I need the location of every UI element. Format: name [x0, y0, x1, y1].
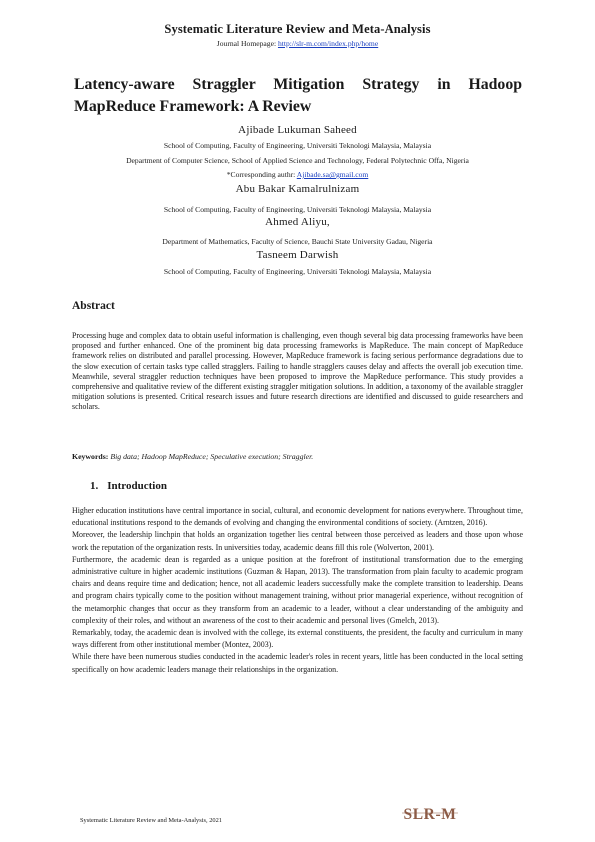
author-1-affiliation-1: School of Computing, Faculty of Engineering, Universiti Teknologi Malaysia, Malaysia	[163, 141, 432, 150]
abstract-heading: Abstract	[72, 300, 115, 312]
author-name-1: Ajibade Lukuman Saheed	[238, 124, 357, 136]
intro-paragraph-3: Furthermore, the academic dean is regarded as a unique position at the forefront of institutional transformation due to the emerging administrative culture in higher academic institutions (Guzman & Hapan, 2013). The transformation from plain faculty to academic program chairs and deans require time and dedication; hence, not all academic leaders successfully make the complete transition to leadership. Deans and program chairs typically come to the position without management training, without prior managerial experience, without recognition of the metamorphic changes that occur as they transform from an academic to a leader, without a clear understanding of the ambiguity and complexity of their roles, and without an awareness of the cost to their academic and personal lives (Gmelch, 2013).	[72, 554, 523, 625]
corresponding-email-link[interactable]: Ajibade.sa@gmail.com	[296, 170, 369, 179]
keywords-text: Big data; Hadoop MapReduce; Speculative execution; Straggler.	[110, 452, 314, 461]
footer-text: Systematic Literature Review and Meta-Analysis, 2021	[80, 817, 222, 824]
journal-logo-text: SLR-M	[403, 806, 457, 823]
section-number: 1.	[90, 480, 99, 492]
journal-homepage-link[interactable]: http://slr-m.com/index.php/home	[277, 39, 379, 48]
author-3-affiliation-1: Department of Mathematics, Faculty of Science, Bauchi State University Gadau, Nigeria	[162, 237, 433, 246]
journal-logo	[400, 802, 460, 826]
intro-paragraph-4: Remarkably, today, the academic dean is involved with the college, its external constituents, the president, the faculty and curriculum in many ways different from other institutional member (Montez, 2003).	[72, 628, 523, 650]
journal-title: Systematic Literature Review and Meta-Analysis	[164, 22, 431, 36]
keywords-label: Keywords:	[72, 452, 109, 461]
corresponding-author	[0, 170, 595, 179]
intro-body	[72, 505, 523, 676]
journal-homepage-label: Journal Homepage:	[216, 39, 278, 48]
author-name-3: Ahmed Aliyu,	[265, 216, 330, 228]
author-name-2: Abu Bakar Kamalrulnizam	[235, 183, 360, 195]
intro-paragraph-1: Higher education institutions have central importance in social, cultural, and economic development for nations everywhere. Throughout time, educational institutions respond to the demands of evolving and changing the environmental conditions of society. (Arntzen, 2016).	[72, 506, 523, 528]
intro-paragraph-2: Moreover, the leadership linchpin that holds an organization together lies central between those perceived as leaders and those upon whose work the reputation of the organization rests. In universities today, academic deans fill this role (Wolverton, 2001).	[72, 530, 523, 552]
section-heading	[90, 480, 167, 492]
journal-homepage	[0, 39, 595, 48]
author-2-affiliation-1: School of Computing, Faculty of Engineering, Universiti Teknologi Malaysia, Malaysia	[163, 205, 432, 214]
paper-title: Latency-aware Straggler Mitigation Strategy in Hadoop MapReduce Framework: A Review	[74, 76, 522, 115]
intro-paragraph-5: While there have been numerous studies conducted in the academic leader's roles in recent years, little has been conducted in the local setting specifically on how academic leaders manage their relationships in the organization.	[72, 652, 523, 674]
author-4-affiliation-1: School of Computing, Faculty of Engineering, Universiti Teknologi Malaysia, Malaysia	[163, 267, 432, 276]
keywords-line	[72, 452, 313, 461]
section-title: Introduction	[107, 480, 167, 492]
author-1-affiliation-2: Department of Computer Science, School of Applied Science and Technology, Federal Polytechnic Offa, Nigeria	[126, 156, 469, 165]
corresponding-author-label: *Corresponding authr:	[226, 170, 297, 179]
author-name-4: Tasneem Darwish	[256, 249, 339, 261]
abstract-text: Processing huge and complex data to obtain useful information is challenging, even though several big data processing frameworks have been proposed and further enhanced. One of the prominent big data processing frameworks is MapReduce. The main concept of MapReduce framework relies on distributed and parallel processing. However, MapReduce framework is facing serious performance degradations due to the slow execution of certain tasks type called stragglers. Failing to handle stragglers causes delay and affects the overall job execution time. Meanwhile, several straggler reduction techniques have been proposed to improve the MapReduce performance. This study provides a comprehensive and qualitative review of the different existing straggler mitigation solutions. In addition, a taxonomy of the available straggler mitigation solutions is presented. Critical research issues and future research directions are identified and discussed to guide researchers and scholars.	[72, 331, 523, 412]
